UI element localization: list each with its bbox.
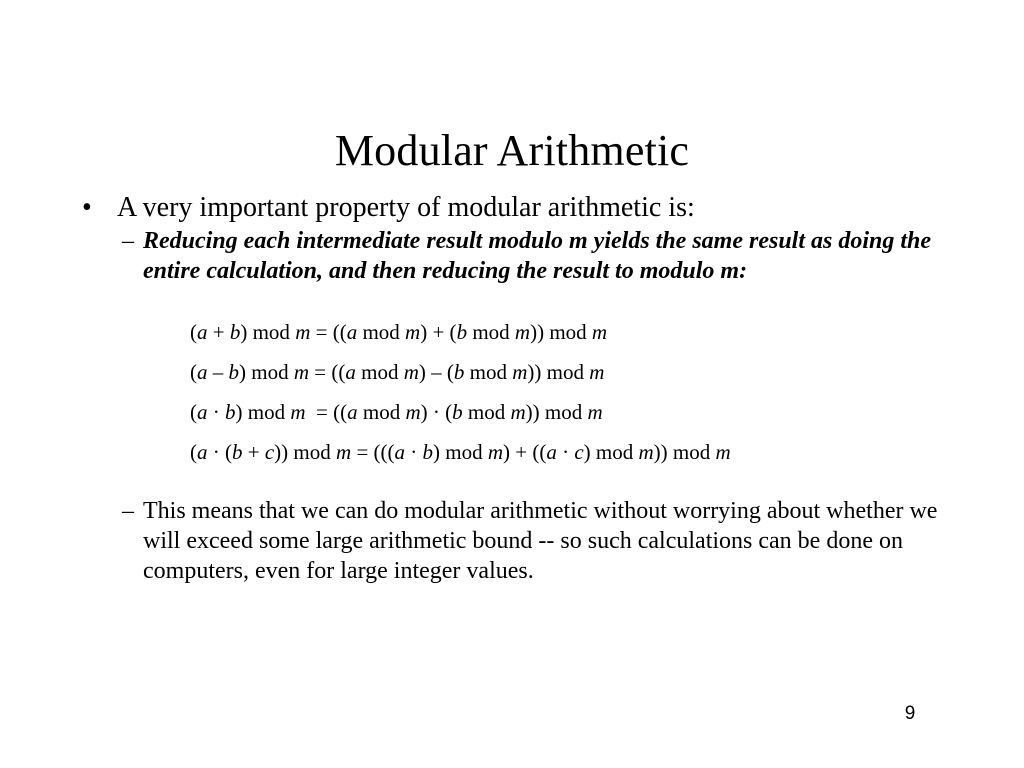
math-operator: = (( xyxy=(305,400,348,424)
math-variable: m xyxy=(638,440,654,464)
bullet-level2-closing xyxy=(0,496,1024,586)
math-variable: m xyxy=(487,440,504,464)
math-operator: mod xyxy=(293,440,337,464)
math-operator: )) mod xyxy=(525,400,588,424)
math-operator: + xyxy=(207,320,230,344)
math-operator: ) mod xyxy=(583,440,639,464)
math-variable: m xyxy=(589,360,605,384)
math-operator: ) xyxy=(240,320,253,344)
bullet-level2-closing-label: This means that we can do modular arithmetic without worrying about whether we will exceed some large arithmetic bound -- so such calculations can be done on computers, even for large integer values. xyxy=(143,498,938,584)
math-variable: a xyxy=(197,320,208,344)
math-variable: b xyxy=(225,400,236,424)
slide-body xyxy=(0,190,1024,586)
math-variable: a xyxy=(546,440,557,464)
math-operator: = ((( xyxy=(351,440,395,464)
equation-list xyxy=(190,312,1024,472)
equation-multiplication xyxy=(190,392,1024,432)
math-variable: m xyxy=(715,440,731,464)
equation-distributive xyxy=(190,432,1024,472)
math-operator: mod xyxy=(247,400,291,424)
math-variable: m xyxy=(591,320,608,344)
math-operator: ( xyxy=(190,360,197,384)
math-variable: c xyxy=(264,440,275,464)
math-operator: ( xyxy=(190,320,197,344)
math-variable: a xyxy=(197,400,208,424)
math-operator: + xyxy=(242,440,265,464)
math-operator: mod xyxy=(467,320,515,344)
math-variable: m xyxy=(405,400,421,424)
math-operator: mod xyxy=(357,320,406,344)
bullet-level2-emphasis xyxy=(0,226,1024,286)
math-operator: = (( xyxy=(309,360,346,384)
page-number: 9 xyxy=(904,703,916,724)
math-variable: c xyxy=(574,440,584,464)
math-variable: a xyxy=(394,440,406,464)
math-variable: m xyxy=(510,400,526,424)
math-operator: · xyxy=(207,400,225,424)
math-operator: · xyxy=(556,440,575,464)
math-operator: )) mod xyxy=(653,440,716,464)
math-operator: mod xyxy=(464,360,513,384)
math-variable: b xyxy=(229,320,241,344)
math-variable: b xyxy=(228,360,239,384)
math-variable: a xyxy=(347,400,358,424)
math-operator: mod xyxy=(462,400,511,424)
bullet-level1-label: A very important property of modular arithmetic is: xyxy=(117,192,695,223)
math-variable: m xyxy=(336,440,352,464)
math-operator: ) – ( xyxy=(418,360,454,384)
math-variable: a xyxy=(345,360,356,384)
math-variable: b xyxy=(232,440,243,464)
math-operator: ) + (( xyxy=(503,440,547,464)
math-operator: )) mod xyxy=(530,320,592,344)
math-operator: – xyxy=(207,360,229,384)
math-operator: ) mod xyxy=(433,440,488,464)
math-operator: mod xyxy=(251,360,294,384)
math-variable: a xyxy=(346,320,358,344)
math-operator: · xyxy=(405,440,423,464)
math-variable: m xyxy=(512,360,528,384)
math-variable: b xyxy=(456,320,468,344)
math-variable: b xyxy=(422,440,434,464)
bullet-level1-property xyxy=(0,190,1024,226)
dash-marker-icon: – xyxy=(122,498,134,524)
math-operator: ) + ( xyxy=(420,320,457,344)
math-variable: m xyxy=(587,400,603,424)
bullet-level2-emphasis-label: Reducing each intermediate result modulo m yields the same result as doing the entire calculation, and then reducing the result to modulo m: xyxy=(143,228,932,284)
math-variable: b xyxy=(453,360,465,384)
math-operator: ( xyxy=(190,440,197,464)
spacer xyxy=(0,286,1024,312)
math-variable: a xyxy=(197,440,208,464)
math-operator: ) · ( xyxy=(420,400,453,424)
math-operator: mod xyxy=(355,360,404,384)
math-variable: m xyxy=(293,360,310,384)
math-operator: ) xyxy=(235,400,248,424)
math-operator: ) xyxy=(239,360,252,384)
math-operator: = (( xyxy=(310,320,347,344)
math-operator: ( xyxy=(190,400,197,424)
equation-subtraction xyxy=(190,352,1024,392)
math-operator: mod xyxy=(357,400,406,424)
math-operator: mod xyxy=(252,320,296,344)
math-operator: )) mod xyxy=(527,360,590,384)
math-variable: m xyxy=(295,320,311,344)
spacer xyxy=(0,472,1024,496)
math-variable: m xyxy=(405,320,421,344)
dash-marker-icon: – xyxy=(122,228,134,254)
math-variable: a xyxy=(197,360,208,384)
equation-addition xyxy=(190,312,1024,352)
page-title: Modular Arithmetic xyxy=(334,126,690,176)
bullet-dot-icon: • xyxy=(82,192,92,223)
math-operator: )) xyxy=(274,440,294,464)
math-operator: · ( xyxy=(207,440,232,464)
math-variable: m xyxy=(514,320,531,344)
math-variable: m xyxy=(403,360,419,384)
math-variable: b xyxy=(452,400,463,424)
math-variable: m xyxy=(290,400,306,424)
